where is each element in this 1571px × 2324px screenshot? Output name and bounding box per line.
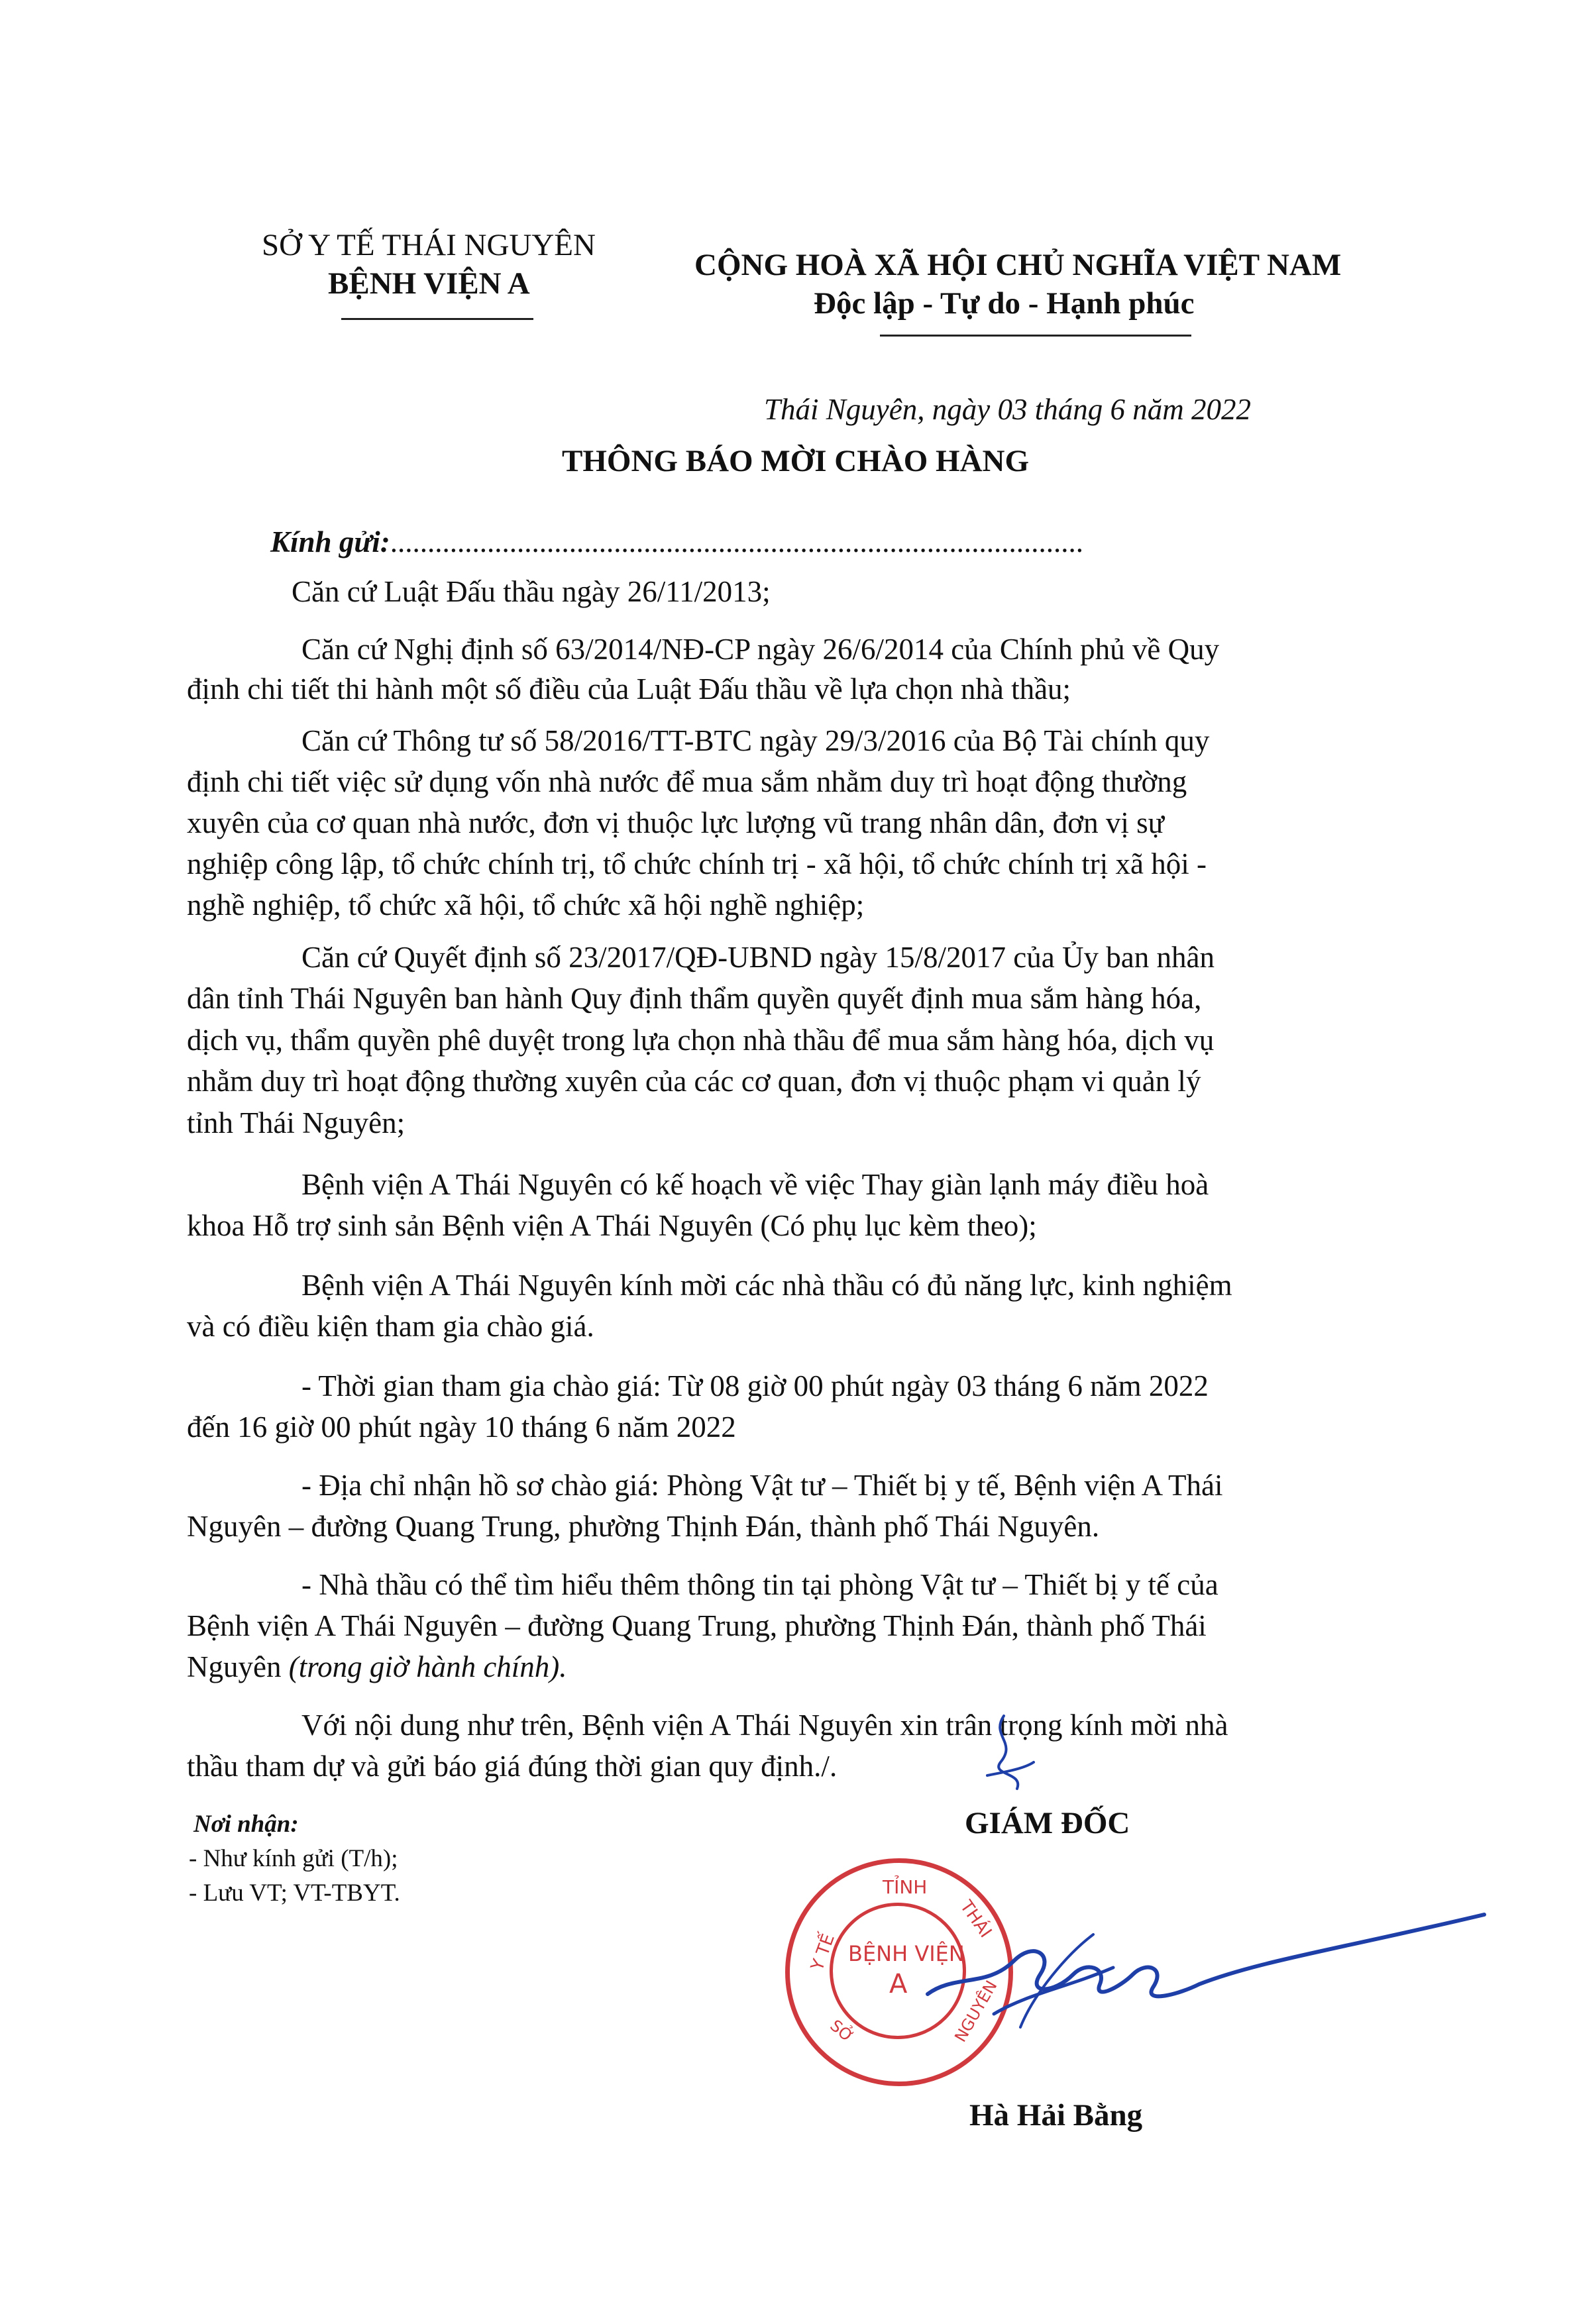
body-line: Căn cứ Nghị định số 63/2014/NĐ-CP ngày 26/6/2014 của Chính phủ về Quy: [301, 633, 1220, 666]
body-line: [187, 1647, 567, 1687]
recipient-item: - Như kính gửi (T/h);: [189, 1845, 398, 1872]
recipients-label: Nơi nhận:: [193, 1811, 299, 1838]
body-line: định chi tiết thi hành một số điều của Luật Đấu thầu về lựa chọn nhà thầu;: [187, 672, 1071, 706]
nation-title: CỘNG HOÀ XÃ HỘI CHỦ NGHĨA VIỆT NAM: [694, 248, 1342, 282]
body-line: nghề nghiệp, tổ chức xã hội, tổ chức xã hội nghề nghiệp;: [187, 888, 865, 922]
body-line: - Địa chỉ nhận hồ sơ chào giá: Phòng Vật tư – Thiết bị y tế, Bệnh viện A Thái: [301, 1469, 1223, 1502]
seal-left-text: Y TẾ: [807, 1931, 839, 1974]
seal-center-letter: A: [889, 1969, 908, 1999]
seal-right-text: THÁI: [955, 1897, 996, 1942]
body-line: dịch vụ, thẩm quyền phê duyệt trong lựa chọn nhà thầu để mua sắm hàng hóa, dịch vụ: [187, 1024, 1215, 1057]
body-italic-note: (trong giờ hành chính).: [288, 1650, 567, 1683]
body-line: Bệnh viện A Thái Nguyên kính mời các nhà thầu có đủ năng lực, kinh nghiệm: [301, 1269, 1232, 1302]
body-line: nhằm duy trì hoạt động thường xuyên của các cơ quan, đơn vị thuộc phạm vi quản lý: [187, 1065, 1201, 1098]
seal-top-text: TỈNH: [883, 1876, 928, 1898]
body-line: Với nội dung như trên, Bệnh viện A Thái Nguyên xin trân trọng kính mời nhà: [301, 1709, 1228, 1742]
body-line: và có điều kiện tham gia chào giá.: [187, 1310, 594, 1343]
body-line: nghiệp công lập, tổ chức chính trị, tổ chức chính trị - xã hội, tổ chức chính trị xã hội -: [187, 847, 1207, 880]
body-line: Căn cứ Thông tư số 58/2016/TT-BTC ngày 29/3/2016 của Bộ Tài chính quy: [301, 724, 1210, 757]
body-line: Bệnh viện A Thái Nguyên có kế hoạch về việc Thay giàn lạnh máy điều hoà: [301, 1168, 1209, 1201]
body-line: - Thời gian tham gia chào giá: Từ 08 giờ 00 phút ngày 03 tháng 6 năm 2022: [301, 1369, 1209, 1402]
body-line: Nguyên – đường Quang Trung, phường Thịnh Đán, thành phố Thái Nguyên.: [187, 1510, 1100, 1543]
motto-underline: [880, 335, 1191, 337]
body-line: khoa Hỗ trợ sinh sản Bệnh viện A Thái Nguyên (Có phụ lục kèm theo);: [187, 1209, 1037, 1242]
signer-position: GIÁM ĐỐC: [965, 1806, 1130, 1840]
document-title: THÔNG BÁO MỜI CHÀO HÀNG: [562, 444, 1030, 478]
body-line: dân tỉnh Thái Nguyên ban hành Quy định thẩm quyền quyết định mua sắm hàng hóa,: [187, 982, 1202, 1015]
salutation: [270, 522, 1083, 562]
seal-bottom-left-text: SỞ: [826, 2016, 857, 2046]
body-line: Căn cứ Quyết định số 23/2017/QĐ-UBND ngày 15/8/2017 của Ủy ban nhân: [301, 941, 1215, 974]
body-line: Bệnh viện A Thái Nguyên – đường Quang Trung, phường Thịnh Đán, thành phố Thái: [187, 1609, 1207, 1642]
body-text: Nguyên: [187, 1650, 289, 1683]
initial-mark: [977, 1709, 1037, 1795]
body-line: định chi tiết việc sử dụng vốn nhà nước để mua sắm nhằm duy trì hoạt động thường: [187, 765, 1187, 798]
nation-motto: Độc lập - Tự do - Hạnh phúc: [814, 286, 1195, 321]
body-line: đến 16 giờ 00 phút ngày 10 tháng 6 năm 2022: [187, 1410, 736, 1444]
signer-name: Hà Hải Bằng: [969, 2098, 1143, 2133]
org-name: BỆNH VIỆN A: [328, 266, 530, 301]
seal-center-text: BỆNH VIỆN: [848, 1941, 965, 1966]
body-line: thầu tham dự và gửi báo giá đúng thời gian quy định./.: [187, 1750, 838, 1783]
body-line: xuyên của cơ quan nhà nước, đơn vị thuộc lực lượng vũ trang nhân dân, đơn vị sự: [187, 806, 1164, 839]
recipient-item: - Lưu VT; VT-TBYT.: [189, 1879, 400, 1907]
seal-bottom-right-text: NGUYÊN: [951, 1977, 1001, 2046]
org-underline: [341, 318, 533, 320]
body-line: tỉnh Thái Nguyên;: [187, 1106, 406, 1139]
body-line: - Nhà thầu có thể tìm hiểu thêm thông tin tại phòng Vật tư – Thiết bị y tế của: [301, 1568, 1219, 1601]
handwritten-signature: [914, 1895, 1497, 2087]
salutation-dots: .............................................................................................: [390, 525, 1084, 558]
org-parent-name: SỞ Y TẾ THÁI NGUYÊN: [262, 228, 596, 262]
body-line: Căn cứ Luật Đấu thầu ngày 26/11/2013;: [292, 575, 771, 608]
date-line: Thái Nguyên, ngày 03 tháng 6 năm 2022: [764, 393, 1251, 426]
salutation-label: Kính gửi:: [270, 525, 390, 558]
